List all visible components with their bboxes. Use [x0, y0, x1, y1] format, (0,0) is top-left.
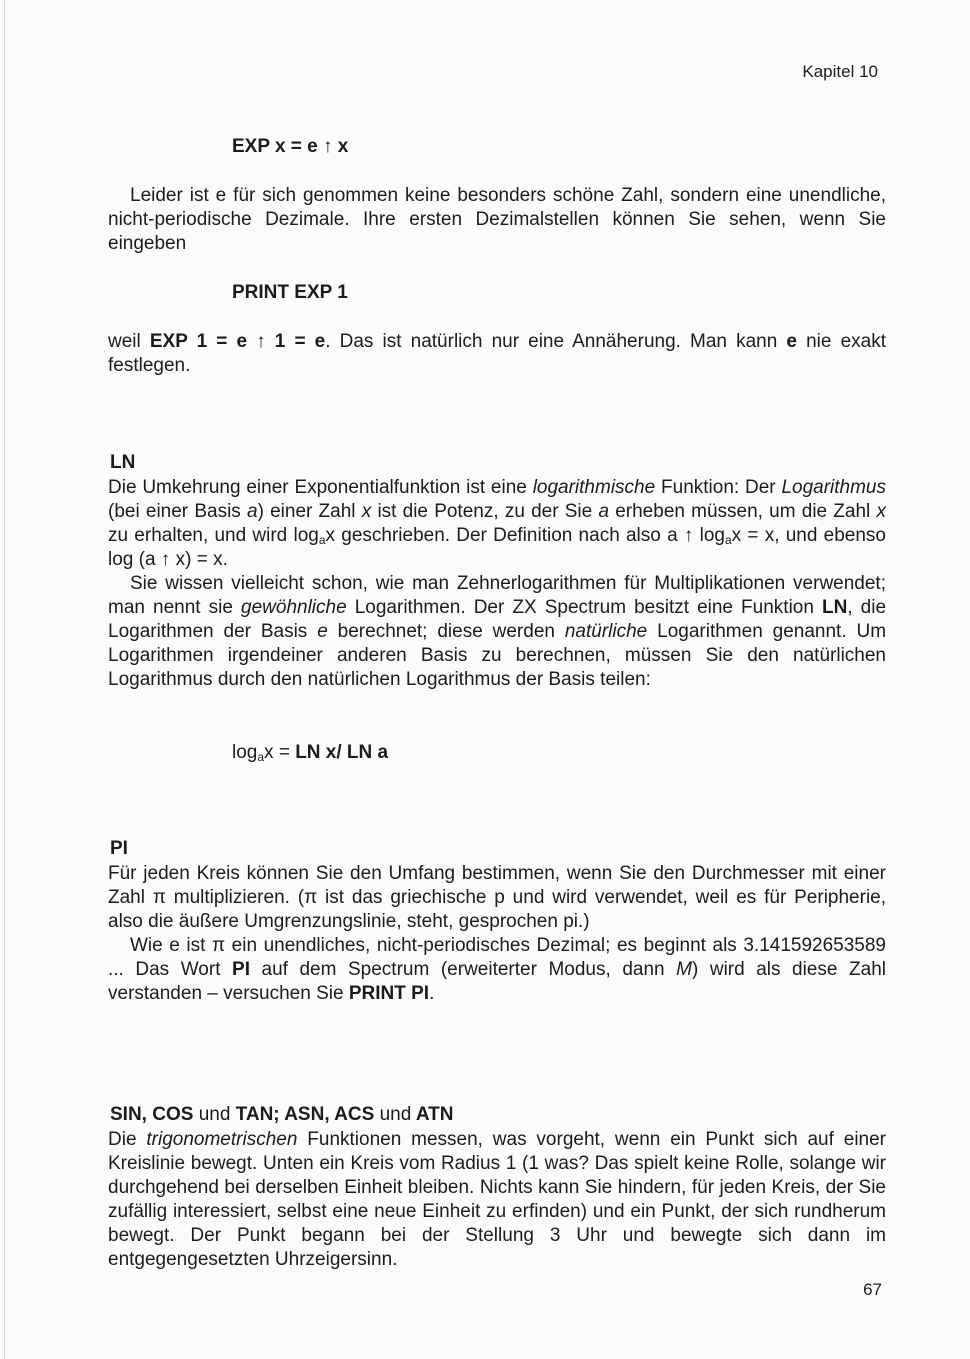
trig-paragraph-1: Die trigonometrischen Funktionen messen, was vorgeht, wenn ein Punkt sich auf einer Kreislinie bewegt. Unten ein Kreis vom Radius 1 (1 was? Das spielt keine Rolle, solange wir durchgehend bei derselben Einheit bleiben. Nichts kann Sie hindern, für jeden Kreis, der Sie zufällig interessiert, selbst eine neue Einheit zu erfinden) und ein Punkt, der sich rundherum bewegt. Der Punkt begann bei der Stellung 3 Uhr und bewegte sich dann im entgegengesetzten Uhrzeigersinn.: [108, 1129, 887, 1270]
trig-heading: SIN, COS und TAN; ASN, ACS und ATN: [110, 1104, 454, 1125]
ln-paragraph-2: Sie wissen vielleicht schon, wie man Zehnerlogarithmen für Multiplikationen verwendet; man nennt sie gewöhnliche Logarithmen. Der ZX Spectrum besitzt eine Funktion LN, die Logarithmen der Basis e berechnet; diese werden natürliche Logarithmen genannt. Um Logarithmen irgendeiner anderen Basis zu berechnen, müssen Sie den natürlichen Logarithmus durch den natürlichen Logarithmus der Basis teilen:: [108, 573, 887, 690]
pi-heading: PI: [110, 838, 128, 859]
page-edge: [4, 0, 5, 1359]
exp-paragraph-2: weil EXP 1 = e ↑ 1 = e. Das ist natürlich nur eine Annäherung. Man kann e nie exakt festlegen.: [108, 331, 886, 376]
pi-paragraph-1: Für jeden Kreis können Sie den Umfang bestimmen, wenn Sie den Durchmesser mit einer Zahl π multiplizieren. (π ist das griechische p und wird verwendet, weil es für Peripherie, also die äußere Umgrenzungslinie, steht, gesprochen pi.): [108, 863, 887, 932]
pi-paragraph-2: Wie e ist π ein unendliches, nicht-periodisches Dezimal; es beginnt als 3.141592653589 ... Das Wort PI auf dem Spectrum (erweiterter Modus, dann M) wird als diese Zahl verstanden – versuchen Sie PRINT PI.: [108, 935, 886, 1004]
print-exp-command: PRINT EXP 1: [232, 282, 348, 303]
ln-heading: LN: [110, 452, 136, 473]
chapter-header: Kapitel 10: [802, 62, 878, 81]
exp-paragraph-1: Leider ist e für sich genommen keine besonders schöne Zahl, sondern eine unendliche, nicht-periodische Dezimale. Ihre ersten Dezimalstellen können Sie sehen, wenn Sie eingeben: [108, 185, 886, 254]
exp-formula: EXP x = e ↑ x: [232, 136, 349, 157]
ln-paragraph-1: Die Umkehrung einer Exponentialfunktion ist eine logarithmische Funktion: Der Logarithmus (bei einer Basis a) einer Zahl x ist die Potenz, zu der Sie a erheben müssen, um die Zahl x zu erhalten, und wird $\log_ax$ geschrieben. Der Definition nach also a ↑ $\log_ax = x$, und ebenso log (a ↑ x) = x.: [108, 477, 886, 570]
page-number: 67: [863, 1280, 882, 1299]
log-formula: $\log_ax$ = LN x/ LN a: [232, 742, 389, 764]
